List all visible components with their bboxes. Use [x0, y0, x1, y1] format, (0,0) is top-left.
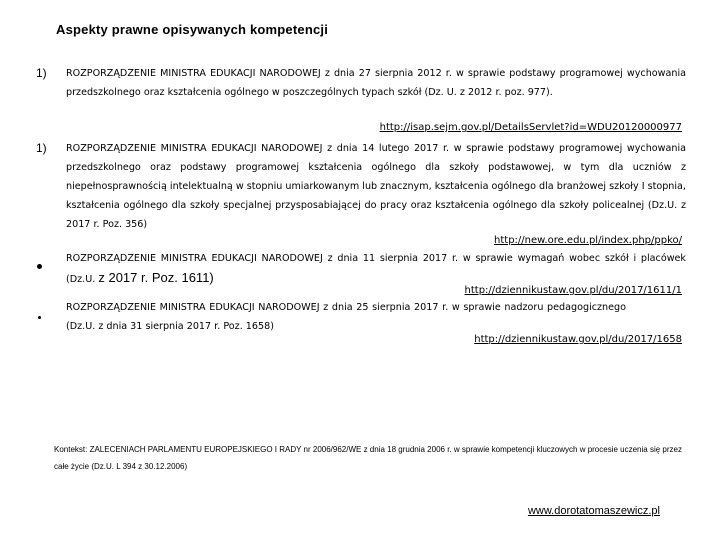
item-1-link[interactable]: http://isap.sejm.gov.pl/DetailsServlet?id=WDU20120000977	[379, 122, 682, 133]
bullet-icon	[37, 256, 42, 274]
item-3-text-large: z 2017 r. Poz. 1611)	[98, 270, 214, 285]
item-1-text: ROZPORZĄDZENIE MINISTRA EDUKACJI NARODOWEJ z dnia 27 sierpnia 2012 r. w sprawie podstawy programowej wychowania przedszkolnego oraz kształcenia ogólnego w poszczególnych typach szkół (Dz. U. z 2012 r. poz. 977).	[66, 68, 686, 98]
item-3-link[interactable]: http://dziennikustaw.gov.pl/du/2017/1611/1	[464, 285, 682, 296]
item-2-text: ROZPORZĄDZENIE MINISTRA EDUKACJI NARODOWEJ z dnia 14 lutego 2017 r. w sprawie podstawy programowej wychowania przedszkolnego oraz podstawy programowej kształcenia ogólnego dla szkoły podstawowej, w tym dla uczniów z niepełnosprawnością intelektualną w stopniu umiarkowanym lub znacznym, kształcenia ogólnego dla branżowej szkoły I stopnia, kształcenia ogólnego dla szkoły specjalnej przysposabiającej do pracy oraz kształcenia ogólnego dla szkoły policealnej (Dz.U. z 2017 r. Poz. 356)	[66, 143, 686, 230]
item-4-link[interactable]: http://dziennikustaw.gov.pl/du/2017/1658	[474, 334, 682, 345]
item-2-link[interactable]: http://new.ore.edu.pl/index.php/ppko/	[494, 235, 682, 246]
item-4-text: ROZPORZĄDZENIE MINISTRA EDUKACJI NARODOWEJ z dnia 25 sierpnia 2017 r. w sprawie nadzoru pedagogicznego (Dz.U. z dnia 31 sierpnia 2017 r. Poz. 1658)	[66, 302, 626, 332]
footer-website-link[interactable]: www.dorotatomaszewicz.pl	[527, 505, 660, 517]
bullet-icon	[38, 306, 41, 324]
item-2-number: 1)	[36, 141, 47, 155]
item-3-text	[66, 249, 686, 289]
context-note: Kontekst: ZALECENIACH PARLAMENTU EUROPEJSKIEGO I RADY nr 2006/962/WE z dnia 18 grudnia 2006 r. w sprawie kompetencji kluczowych w procesie uczenia się przez całe życie (Dz.U. L 394 z 30.12.2006)	[54, 445, 682, 471]
item-3-text-main: ROZPORZĄDZENIE MINISTRA EDUKACJI NARODOWEJ z dnia 11 sierpnia 2017 r. w sprawie wymagań wobec szkół i placówek (Dz.U.	[66, 253, 686, 285]
item-1-number: 1)	[36, 66, 47, 80]
page-title: Aspekty prawne opisywanych kompetencji	[56, 22, 329, 37]
